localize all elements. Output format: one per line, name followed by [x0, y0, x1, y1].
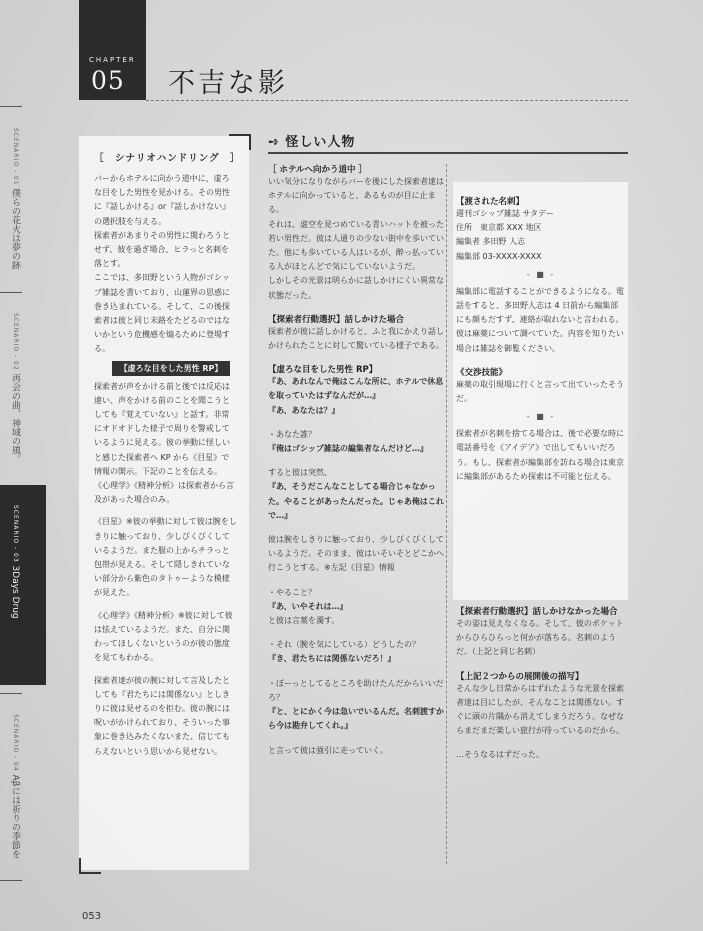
- rp-heading-bar: 【虚ろな目をした男性 RP】: [112, 361, 230, 376]
- page-number: 053: [82, 911, 102, 922]
- chapter-number: 05: [91, 66, 125, 95]
- handling-heading: ［ シナリオハンドリング ］: [94, 153, 241, 164]
- side-tab-scenario-04[interactable]: [0, 706, 46, 876]
- subsection-heading: 【虚ろな目をした男性 RP】: [268, 365, 378, 376]
- card-line: 編集者 多田野 人志: [456, 237, 526, 247]
- arrow-icon: ➺: [268, 135, 286, 150]
- body-text: と彼は言葉を濁す。: [268, 616, 340, 626]
- dot-divider: - ■ -: [526, 412, 556, 422]
- main-column: [268, 163, 444, 758]
- handling-text: 《目星》※彼の挙動に対して彼は腕をしきりに触っており、少しびくびくしているようだ。また服の上からチラっと包帯が見える。そして隠しきれていない部分から紫色のタトゥーような模様が見えた。: [94, 517, 237, 598]
- body-text: それは、虚空を見つめている青いハットを被った若い男性だ。彼は人通りの少ない街中を歩いていた。他にも歩いている人はいるが、酔っ払っている人がほとんどで気にしていないようだ。: [268, 219, 444, 272]
- title-rule: [146, 100, 628, 101]
- quote-text: 『と、とにかく今は急いでいるんだ。名刺渡すから今は勘弁してくれ。』: [268, 707, 444, 731]
- card-heading: 《交渉技能》: [456, 367, 508, 378]
- body-text: 彼は腕をしきりに触っており、少しびくびくしているようだ。そのまま、彼はいそいそとどこかへ行こうとする。※左記《目星》情報: [268, 535, 444, 573]
- side-tab-sub: SCENARIO - 02: [12, 313, 19, 371]
- body-text: 探索者が彼に話しかけると、ふと我にかえり話しかけられたことに対して驚いている様子である。: [268, 326, 444, 351]
- card-text: 探索者が名刺を捨てる場合は、後で必要な時に電話番号を《アイデア》で出してもいいだろう。もし、探索者が編集部を訪ねる場合は東京に編集部があるため探索は不可能と伝える。: [456, 429, 624, 481]
- subsection-heading: 【探索者行動選択】話しかけた場合: [268, 314, 405, 325]
- body-text: しかしその光景は明らかに話しかけにくい異常な状態だった。: [268, 276, 444, 300]
- chapter-label: CHAPTER: [89, 56, 136, 64]
- card-line: 編集部 03-XXXX-XXXX: [456, 251, 542, 261]
- side-tick: [0, 693, 22, 694]
- right-column: [456, 605, 626, 763]
- side-tab-scenario-01[interactable]: [0, 120, 46, 280]
- card-line: 週刊ゴシップ雑誌 サタデー: [456, 209, 554, 218]
- side-tick: [0, 292, 22, 293]
- chapter-badge: [79, 0, 146, 100]
- subsection-heading: 【上記２つからの展開後の描写】: [456, 671, 584, 682]
- card-text: 編集部に電話することができるようになる。電話をすると、多田野人志は 4 日前から編集部にも顔もだすず、連絡が取れないと言われる。: [456, 286, 624, 325]
- subsection-heading: 【探索者行動選択】話しかけなかった場合: [456, 607, 618, 617]
- side-tab-scenario-03[interactable]: [0, 485, 46, 685]
- body-text: いい気分になりながらバーを後にした探索者達はホテルに向かっていると、あるものが目に止まる。: [268, 177, 444, 215]
- body-text: と言って彼は強引に走っていく。: [268, 745, 388, 755]
- quote-text: 『俺はゴシップ雑誌の編集者なんだけど…』: [268, 444, 428, 454]
- page-title: 不吉な影: [168, 68, 288, 99]
- side-tab-label: 3Days Drug: [10, 565, 20, 619]
- card-text: 彼は麻薬について調べていた。内容を知りたい場合は雑誌を御覧ください。: [456, 329, 624, 353]
- body-text: そんな少し日常からはずれたような光景を探索者達は目にしたが、そんなことは関係ない。すぐに頭の片隅から消えてしまうだろう。なぜならまだまだ楽しい旅行が待っているのだから。: [456, 683, 624, 736]
- side-tab-sub: SCENARIO - 01: [12, 128, 19, 186]
- body-text: ・やること？: [268, 587, 316, 597]
- handling-text: バーからホテルに向かう道中に、虚ろな目をした男性を見かける。その男性に『話しかける』or『話しかけない』の選択肢を与える。: [94, 174, 231, 226]
- handling-text: 探索者達が彼の腕に対して言及したとしても『君たちには関係ない』としきりに彼は見せるのを拒む。彼の腕には呪いがかけられており、そういった事象に巻き込みたくないまた、信じてもらえないという思いから見せない。: [94, 675, 230, 756]
- card-heading: 【渡された名刺】: [456, 197, 525, 207]
- side-tick: [0, 880, 22, 881]
- body-text: ・ぼーっとしてるところを助けたんだからいいだろ？: [268, 678, 444, 702]
- handling-text: ここでは、多田野という人物がゴシップ雑誌を書いており、山蓮界の思惑に巻き込まれている。そして、この後探索者は彼と同じ末路をたどるのではないかという危機感を煽るために登場する。: [94, 273, 230, 354]
- panel-corner: [229, 134, 251, 150]
- section-rule: [268, 152, 628, 154]
- quote-text: 『あ、そうだこんなことしてる場合じゃなかった。やることがあったんだった。じゃあ俺はこれで…』: [268, 482, 444, 520]
- side-tab-label: 僕らの花火は夢の跡: [10, 188, 20, 270]
- body-text: すると彼は突然、: [268, 468, 332, 478]
- body-text: その姿は見えなくなる。そして、彼のポケットからひらひらっと何かが落ちる。名刺のようだ。（上記と同じ名刺）: [456, 619, 624, 657]
- card-line: 住所 東京都 XXX 地区: [456, 223, 542, 233]
- side-tab-scenario-02[interactable]: [0, 305, 46, 470]
- side-tab-label: 再会の曲、神域の風。: [10, 373, 20, 464]
- handling-text: 探索者があまりその男性に関わろうとせず、彼を過ぎ場合、ヒラっと名刺を落とす。: [94, 230, 230, 269]
- subsection-heading: ［ ホテルへ向かう道中 ］: [268, 165, 367, 175]
- section-title-text: 怪しい人物: [285, 135, 356, 150]
- quote-text: 『あ、あれなんで俺はこんな所に、ホテルで休息を取っていたはずなんだが…』: [268, 377, 444, 401]
- body-text: …そうなるはずだった。: [456, 750, 544, 760]
- quote-text: 『あ、いやそれは…』: [268, 601, 348, 611]
- body-text: ・それ（腕を気にしている）どうしたの？: [268, 640, 420, 650]
- card-column: [456, 185, 626, 484]
- handling-text: 《心理学》《精神分析》は探索者から言及があった場合のみ。: [94, 481, 234, 505]
- side-tick: [0, 106, 22, 107]
- side-tab-sub: SCENARIO - 04: [12, 714, 19, 772]
- panel-corner: [79, 858, 101, 874]
- side-tab-sub: SCENARIO - 03: [12, 505, 19, 563]
- section-title: [268, 131, 355, 150]
- column-divider: [446, 164, 447, 864]
- dot-divider: - ■ -: [526, 269, 556, 279]
- quote-text: 『き、君たちには関係ないだろ！』: [268, 654, 396, 664]
- side-tab-label: Aβには祈りの季節を: [10, 774, 20, 859]
- card-text: 麻薬の取引現場に行くと言って出ていったそうだ。: [456, 379, 624, 404]
- handling-text: 《心理学》《精神分析》※彼に対して彼は怯えているようだ。また、自分に関わってほしくないというのが彼の態度を見てもわかる。: [94, 610, 233, 663]
- handling-text: 探索者が声をかける前と後では反応は違い、声をかける前のことを聞こうとしても『覚えていない』と話す。非常にオドオドした様子で周りを警戒しているように見える。彼の挙動に怪しいと感じた探索者へ KP から《目星》で情報の開示。下記のことを伝える。: [94, 381, 230, 476]
- body-text: ・あなた誰？: [268, 429, 316, 439]
- quote-text: 『あ、あなたは？』: [268, 405, 340, 415]
- handling-column: [94, 150, 241, 759]
